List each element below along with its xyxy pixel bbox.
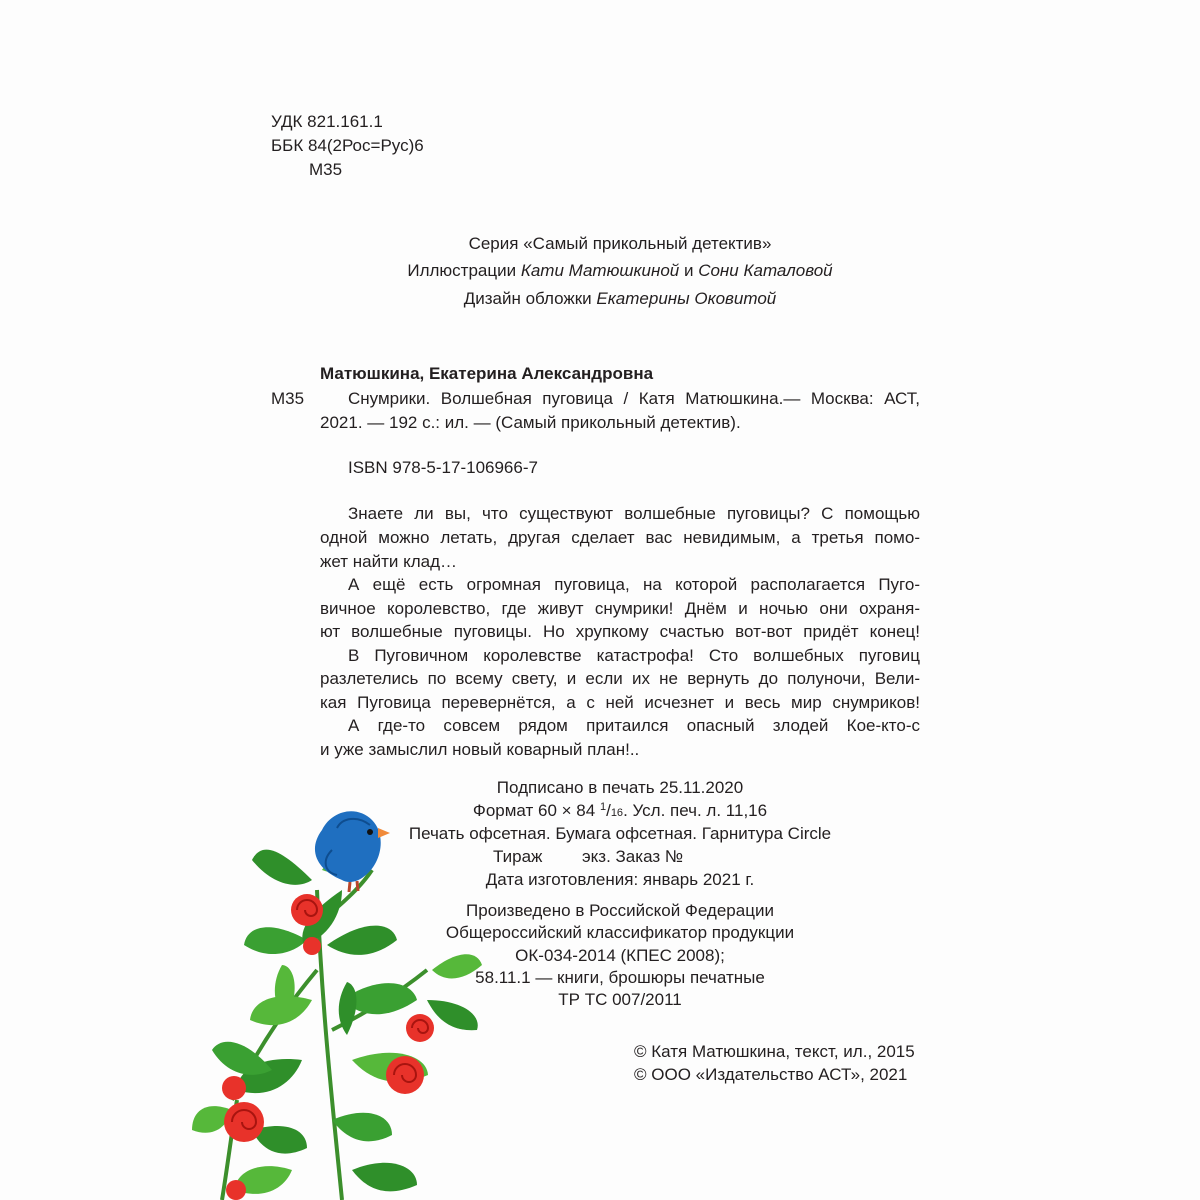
imprint-date: Дата изготовления: январь 2021 г. bbox=[485, 870, 755, 889]
rose-bush-illustration bbox=[192, 770, 532, 1200]
illustrations-prefix: Иллюстрации bbox=[407, 261, 517, 280]
udk-code: УДК 821.161.1 bbox=[271, 112, 383, 131]
and-word: и bbox=[683, 261, 694, 280]
annotation-line: Знаете ли вы, что существуют волшебные пуговицы? С помощью bbox=[348, 504, 920, 523]
cover-prefix: Дизайн обложки bbox=[463, 289, 592, 308]
bib-line-1: Снумрики. Волшебная пуговица / Катя Матюшкина.— Москва: АСТ, bbox=[348, 389, 920, 408]
imprint-signed: Подписано в печать 25.11.2020 bbox=[496, 778, 744, 797]
annotation-line: А где-то совсем рядом притаился опасный злодей Кое-кто-с bbox=[348, 716, 920, 735]
annotation-line: вичное королевство, где живут снумрики! Днём и ночью они охраня- bbox=[320, 599, 920, 618]
annotation-line: и уже замыслил новый коварный план!.. bbox=[320, 740, 640, 759]
cover-design-line bbox=[320, 287, 920, 310]
rose bbox=[291, 894, 323, 926]
annotation-line: В Пуговичном королевстве катастрофа! Сто волшебных пуговиц bbox=[348, 646, 920, 665]
bib-mark: М35 bbox=[271, 389, 305, 408]
copyright-author: © Катя Матюшкина, текст, ил., 2015 bbox=[634, 1042, 915, 1061]
author-mark: М35 bbox=[309, 160, 343, 179]
illustrator-2: Сони Каталовой bbox=[698, 261, 833, 280]
imprint-made: Произведено в Российской Федерации bbox=[466, 901, 774, 920]
rose bbox=[386, 1056, 424, 1094]
format-fraction-numerator: 1 bbox=[599, 801, 607, 813]
cover-designer: Екатерины Оковитой bbox=[596, 289, 777, 308]
annotation-line: А ещё есть огромная пуговица, на которой располагается Пуго- bbox=[348, 575, 920, 594]
annotation-line: разлетелись по всему свету, и если их не вернуть до полуночи, Вели- bbox=[320, 669, 920, 688]
bib-line-2: 2021. — 192 с.: ил. — (Самый прикольный детектив). bbox=[320, 413, 741, 432]
rose bbox=[226, 1180, 246, 1200]
imprint-tr: ТР ТС 007/2011 bbox=[558, 990, 682, 1009]
isbn: ISBN 978-5-17-106966-7 bbox=[348, 458, 538, 477]
annotation-line: ют волшебные пуговицы. Но хрупкому счастью вот-вот придёт конец! bbox=[320, 622, 920, 641]
imprint-code: 58.11.1 — книги, брошюры печатные bbox=[475, 968, 765, 987]
illustrator-1: Кати Матюшкиной bbox=[520, 261, 680, 280]
copyright-publisher: © ООО «Издательство АСТ», 2021 bbox=[634, 1065, 908, 1084]
imprint-run-label: Тираж bbox=[493, 847, 543, 866]
annotation-line: жет найти клад… bbox=[320, 552, 458, 571]
bbk-code: ББК 84(2Рос=Рус)6 bbox=[271, 136, 424, 155]
imprint-run-rest: экз. Заказ № bbox=[582, 847, 684, 866]
series-line: Серия «Самый прикольный детектив» bbox=[468, 234, 772, 253]
imprint-print: Печать офсетная. Бумага офсетная. Гарнитура Circle bbox=[408, 824, 832, 843]
annotation-line: одной можно летать, другая сделает вас невидимым, а третья помо- bbox=[320, 528, 920, 547]
imprint-classifier: Общероссийский классификатор продукции bbox=[445, 923, 795, 942]
format-prefix: Формат 60 × 84 bbox=[472, 801, 596, 820]
illustrations-line bbox=[320, 259, 920, 282]
rose bbox=[224, 1102, 264, 1142]
rose bbox=[222, 1076, 246, 1100]
blue-bird-illustration bbox=[315, 811, 390, 892]
imprint-okpd: ОК-034-2014 (КПЕС 2008); bbox=[515, 946, 725, 965]
imprint-format: Формат 60 × 84 $^1$/16. Усл. печ. л. 11,16 bbox=[472, 801, 768, 820]
rose bbox=[406, 1014, 434, 1042]
bib-author: Матюшкина, Екатерина Александровна bbox=[320, 364, 654, 383]
format-suffix: . Усл. печ. л. 11,16 bbox=[623, 801, 768, 820]
format-fraction-denominator: 16 bbox=[610, 807, 624, 819]
annotation-line: кая Пуговица перевернётся, а с ней исчезнет и весь мир снумриков! bbox=[320, 693, 920, 712]
rose bbox=[303, 937, 321, 955]
